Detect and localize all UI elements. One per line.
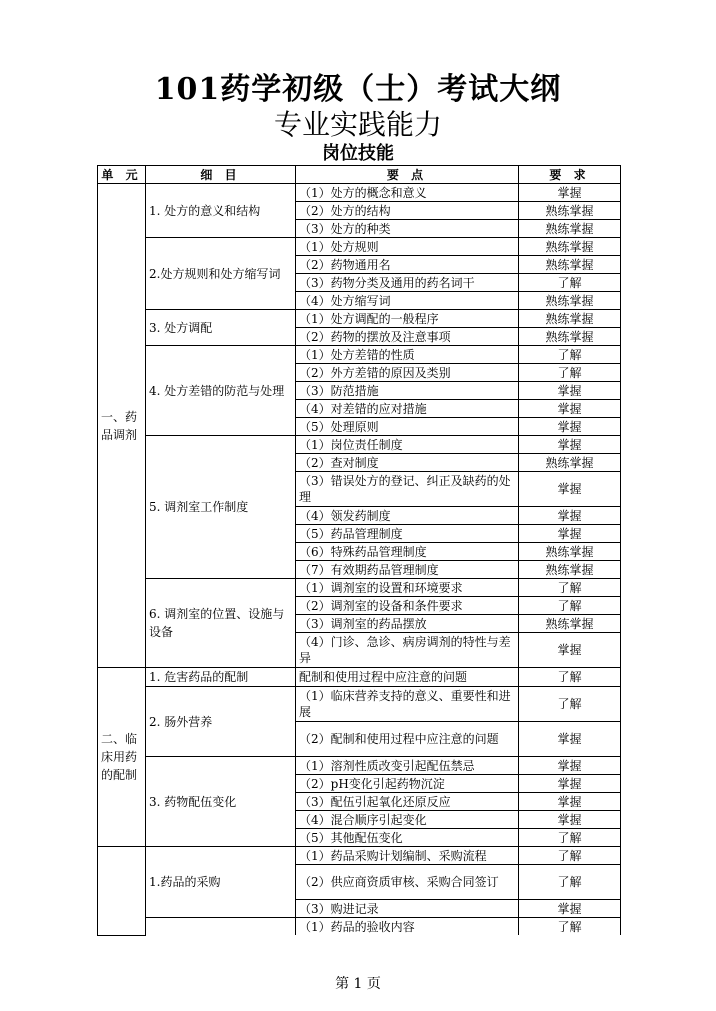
point-cell: （3）购进记录 [296, 900, 519, 918]
requirement-cell: 掌握 [519, 775, 621, 793]
requirement-cell: 掌握 [519, 400, 621, 418]
requirement-cell: 了解 [519, 847, 621, 865]
requirement-cell: 掌握 [519, 900, 621, 918]
detail-cell: 3. 处方调配 [146, 310, 296, 346]
point-cell: （3）配伍引起氧化还原反应 [296, 793, 519, 811]
point-cell: （1）临床营养支持的意义、重要性和进展 [296, 687, 519, 722]
requirement-cell: 熟练掌握 [519, 310, 621, 328]
requirement-cell: 熟练掌握 [519, 202, 621, 220]
requirement-cell: 掌握 [519, 472, 621, 507]
point-cell: （5）药品管理制度 [296, 525, 519, 543]
requirement-cell: 了解 [519, 829, 621, 847]
detail-cell: 5. 调剂室工作制度 [146, 436, 296, 579]
table-header-row [98, 166, 621, 184]
point-cell: （2）药物通用名 [296, 256, 519, 274]
document-title: 101药学初级（士）考试大纲 [154, 72, 562, 107]
requirement-cell: 掌握 [519, 184, 621, 202]
table-row [98, 579, 621, 597]
point-cell: （4）对差错的应对措施 [296, 400, 519, 418]
requirement-cell: 熟练掌握 [519, 256, 621, 274]
point-cell: （2）查对制度 [296, 454, 519, 472]
requirement-cell: 了解 [519, 687, 621, 722]
point-cell: （1）处方差错的性质 [296, 346, 519, 364]
detail-cell: 4. 处方差错的防范与处理 [146, 346, 296, 436]
requirement-cell: 了解 [519, 668, 621, 687]
detail-cell: 6. 调剂室的位置、设施与设备 [146, 579, 296, 668]
requirement-cell: 掌握 [519, 722, 621, 757]
syllabus-table [97, 165, 621, 936]
requirement-cell: 掌握 [519, 811, 621, 829]
point-cell: （4）处方缩写词 [296, 292, 519, 310]
page-number: 第 1 页 [335, 976, 381, 992]
unit-cell [98, 847, 146, 936]
point-cell: 配制和使用过程中应注意的问题 [296, 668, 519, 687]
detail-cell: 1. 危害药品的配制 [146, 668, 296, 687]
section-title: 岗位技能 [322, 143, 394, 164]
detail-cell: 1.药品的采购 [146, 847, 296, 918]
header-detail: 细 目 [146, 166, 296, 184]
requirement-cell: 掌握 [519, 793, 621, 811]
requirement-cell: 熟练掌握 [519, 220, 621, 238]
point-cell: （3）药物分类及通用的药名词干 [296, 274, 519, 292]
point-cell: （3）调剂室的药品摆放 [296, 615, 519, 633]
unit-cell: 一、药品调剂 [98, 184, 146, 668]
table-row [98, 918, 621, 936]
table-row [98, 346, 621, 364]
table-row [98, 687, 621, 722]
point-cell: （2）调剂室的设备和条件要求 [296, 597, 519, 615]
requirement-cell: 熟练掌握 [519, 328, 621, 346]
point-cell: （3）处方的种类 [296, 220, 519, 238]
point-cell: （1）处方规则 [296, 238, 519, 256]
point-cell: （4）领发药制度 [296, 507, 519, 525]
point-cell: （5）其他配伍变化 [296, 829, 519, 847]
requirement-cell: 熟练掌握 [519, 561, 621, 579]
point-cell: （1）处方调配的一般程序 [296, 310, 519, 328]
header-requirement: 要 求 [519, 166, 621, 184]
requirement-cell: 掌握 [519, 418, 621, 436]
requirement-cell: 熟练掌握 [519, 238, 621, 256]
requirement-cell: 掌握 [519, 757, 621, 775]
table-row [98, 184, 621, 202]
detail-cell [146, 918, 296, 936]
point-cell: （1）调剂室的设置和环境要求 [296, 579, 519, 597]
header-point: 要 点 [296, 166, 519, 184]
requirement-cell: 了解 [519, 918, 621, 936]
requirement-cell: 了解 [519, 579, 621, 597]
table-row [98, 847, 621, 865]
table-body [98, 184, 621, 936]
detail-cell: 2. 肠外营养 [146, 687, 296, 757]
requirement-cell: 掌握 [519, 633, 621, 668]
table-row [98, 310, 621, 328]
point-cell: （6）特殊药品管理制度 [296, 543, 519, 561]
point-cell: （1）岗位责任制度 [296, 436, 519, 454]
header-unit: 单 元 [98, 166, 146, 184]
table-row [98, 436, 621, 454]
point-cell: （2）处方的结构 [296, 202, 519, 220]
requirement-cell: 掌握 [519, 436, 621, 454]
point-cell: （7）有效期药品管理制度 [296, 561, 519, 579]
point-cell: （2）供应商资质审核、采购合同签订 [296, 865, 519, 900]
detail-cell: 3. 药物配伍变化 [146, 757, 296, 847]
point-cell: （3）错误处方的登记、纠正及缺药的处理 [296, 472, 519, 507]
requirement-cell: 了解 [519, 597, 621, 615]
point-cell: （4）混合顺序引起变化 [296, 811, 519, 829]
point-cell: （1）溶剂性质改变引起配伍禁忌 [296, 757, 519, 775]
requirement-cell: 了解 [519, 346, 621, 364]
point-cell: （2）pH变化引起药物沉淀 [296, 775, 519, 793]
requirement-cell: 了解 [519, 364, 621, 382]
detail-cell: 1. 处方的意义和结构 [146, 184, 296, 238]
requirement-cell: 掌握 [519, 525, 621, 543]
detail-cell: 2.处方规则和处方缩写词 [146, 238, 296, 310]
requirement-cell: 熟练掌握 [519, 454, 621, 472]
point-cell: （1）处方的概念和意义 [296, 184, 519, 202]
requirement-cell: 熟练掌握 [519, 615, 621, 633]
requirement-cell: 掌握 [519, 382, 621, 400]
point-cell: （1）药品采购计划编制、采购流程 [296, 847, 519, 865]
requirement-cell: 了解 [519, 865, 621, 900]
point-cell: （3）防范措施 [296, 382, 519, 400]
table-row [98, 238, 621, 256]
point-cell: （1）药品的验收内容 [296, 918, 519, 936]
table-row [98, 757, 621, 775]
point-cell: （2）外方差错的原因及类别 [296, 364, 519, 382]
point-cell: （4）门诊、急诊、病房调剂的特性与差异 [296, 633, 519, 668]
point-cell: （2）配制和使用过程中应注意的问题 [296, 722, 519, 757]
point-cell: （2）药物的摆放及注意事项 [296, 328, 519, 346]
table-row [98, 668, 621, 687]
unit-cell: 二、临床用药的配制 [98, 668, 146, 847]
requirement-cell: 了解 [519, 274, 621, 292]
document-subtitle: 专业实践能力 [273, 108, 442, 141]
requirement-cell: 熟练掌握 [519, 292, 621, 310]
point-cell: （5）处理原则 [296, 418, 519, 436]
requirement-cell: 熟练掌握 [519, 543, 621, 561]
requirement-cell: 掌握 [519, 507, 621, 525]
